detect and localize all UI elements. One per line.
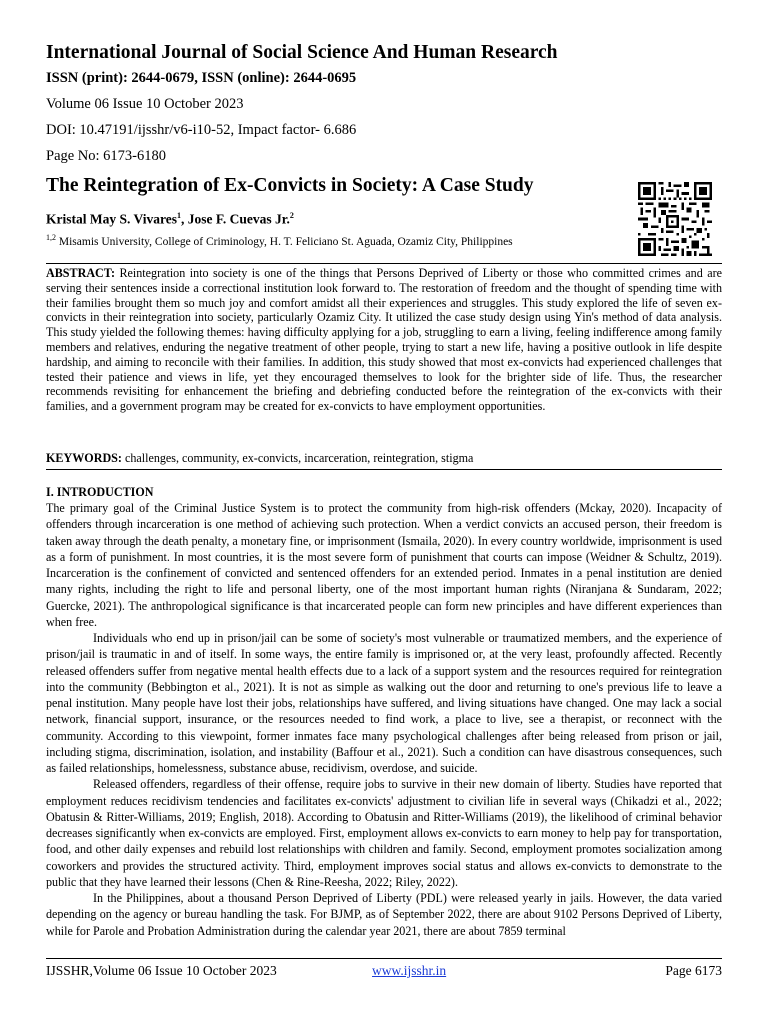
author-name: Kristal May S. Vivares xyxy=(46,211,177,227)
footer-citation: IJSSHR,Volume 06 Issue 10 October 2023 xyxy=(46,963,277,978)
paper-page xyxy=(46,0,722,1024)
divider xyxy=(46,958,722,959)
author-list xyxy=(46,211,294,228)
introduction-body xyxy=(46,500,722,939)
keywords-text: challenges, community, ex-convicts, incarceration, reintegration, stigma xyxy=(121,451,474,465)
affiliation-text: Misamis University, College of Criminology, H. T. Feliciano St. Aguada, Ozamiz City, Philippines xyxy=(56,235,513,248)
volume-line: Volume 06 Issue 10 October 2023 xyxy=(46,96,244,112)
abstract-label: ABSTRACT: xyxy=(46,266,115,280)
page-number: Page 6173 xyxy=(665,963,722,978)
journal-name: International Journal of Social Science And Human Research xyxy=(46,42,558,63)
abstract-text: Reintegration into society is one of the things that Persons Deprived of Liberty or those who committed crimes and are serving their sentences inside a correctional institution look forward to. The restoration of freedom and the thought of spending time with their families brought them so much joy and comfort amidst all their experiences and struggles. This study explored the life of seven ex-convicts in their reintegration into society, particularly Ozamiz City. It utilized the case study design using Yin's method of data analysis. This study yielded the following themes: having difficulty applying for a job, struggling to earn a living, feeling indifference among family members and relatives, enduring the negative treatment of other people, trying to start a new life, having a positive outlook in life despite hardship, and aiming to reconcile with their families. In addition, this study showed that most ex-convicts had experienced challenges that tested their patience and views in life, yet they encouraged themselves to look for the brighter side of life. Thus, the researcher recommends revisiting for enhancement the briefing and debriefing conducted before the reintegration of the ex-convicts with their families, and a government program may be created for ex-convicts to have employment opportunities. xyxy=(46,266,722,414)
paragraph: Individuals who end up in prison/jail can be some of society's most vulnerable or traumatized members, and the experience of prison/jail is traumatic in and of itself. In some ways, the entire family is imprisoned or, at the very least, profoundly affected. Recently released offenders suffer from negative mental health effects due to a lack of a support system and the resources required for reintegration into the community (Bebbington et al., 2021). It is not as simple as walking out the door and returning to one's previous life to leave a penal institution. Many people have lost their jobs, relationships have suffered, and living situations have changed. One may lack a social network, financial support, insurance, or the resources needed to find work, a place to live, see a therapist, or reconnect with the community. According to this viewpoint, former inmates face many psychological challenges after being released from prison or jail, including stigma, discrimination, isolation, and instability (Baffour et al., 2021). Such a condition can have disastrous consequences, such as failed relationships, homelessness, substance abuse, recidivism, overdose, and suicide. xyxy=(46,631,722,775)
qr-code-icon xyxy=(638,182,712,256)
affiliation-sup: 1,2 xyxy=(46,233,56,242)
keywords-label: KEYWORDS: xyxy=(46,451,122,465)
author-sup: 2 xyxy=(289,211,294,220)
divider xyxy=(46,469,722,470)
issn-line: ISSN (print): 2644-0679, ISSN (online): 2644-0695 xyxy=(46,70,357,86)
abstract xyxy=(46,266,722,414)
keywords xyxy=(46,451,722,466)
journal-website-link[interactable]: www.ijsshr.in xyxy=(372,963,447,978)
paragraph: Released offenders, regardless of their offense, require jobs to survive in their new domain of liberty. Studies have reported that employment reduces recidivism tendencies and facilitates ex-convicts' adjustment to civilian life in several ways (Chikadzi et al., 2022; Obatusin & Ritter-Williams, 2019; English, 2018). According to Obatusin and Ritter-Williams (2019), the likelihood of criminal behavior decreases significantly when ex-convicts are employed. First, employment allows ex-convicts to earn money to help pay for transportation, food, and other daily expenses and rebuild lost relationships with children and family. Second, employment promotes socialization among coworkers and provides the structured activity. Third, employment improves social status and allows ex-convicts to demonstrate to the public that they have learned their lessons (Chen & Rine-Reesha, 2022; Riley, 2022). xyxy=(46,777,722,889)
author-name: Jose F. Cuevas Jr xyxy=(187,211,287,227)
paragraph: The primary goal of the Criminal Justice System is to protect the community from high-risk offenders (Mckay, 2020). Incapacity of offenders through incarceration is one method of achieving such protection. When a verdict convicts an accused person, their freedom is taken away through the death penalty, a monetary fine, or imprisonment (Ismaila, 2020). In every country worldwide, imprisonment is used as a form of punishment. In most countries, it is the most severe form of punishment that courts can impose (Weidner & Schultz, 2019). Incarceration is the confinement of convicted and sentenced offenders for an extended period. Inmates in a penal institution are denied many rights, including the right to life and personal liberty, one of the most important human rights (Niranjana & Sundaram, 2022; Guercke, 2021). The anthropological significance is that incarcerated people can form new principles and have different experiences than when free. xyxy=(46,501,722,629)
paper-title: The Reintegration of Ex-Convicts in Society: A Case Study xyxy=(46,175,534,196)
section-heading: I. INTRODUCTION xyxy=(46,485,154,499)
doi-line: DOI: 10.47191/ijsshr/v6-i10-52, Impact factor- 6.686 xyxy=(46,122,357,138)
paragraph: In the Philippines, about a thousand Person Deprived of Liberty (PDL) were released yearly in jails. However, the data varied depending on the agency or bureau handling the task. For BJMP, as of September 2022, there are about 9102 Persons Deprived of Liberty, while for Parole and Probation Administration during the calendar year 2021, there are about 7859 terminal xyxy=(46,891,722,938)
author-sup: 1 xyxy=(177,211,181,220)
divider xyxy=(46,263,722,264)
author-suffix: . xyxy=(286,211,290,227)
page-range-line: Page No: 6173-6180 xyxy=(46,148,167,164)
author-separator: , xyxy=(181,211,188,227)
affiliation xyxy=(46,233,513,248)
